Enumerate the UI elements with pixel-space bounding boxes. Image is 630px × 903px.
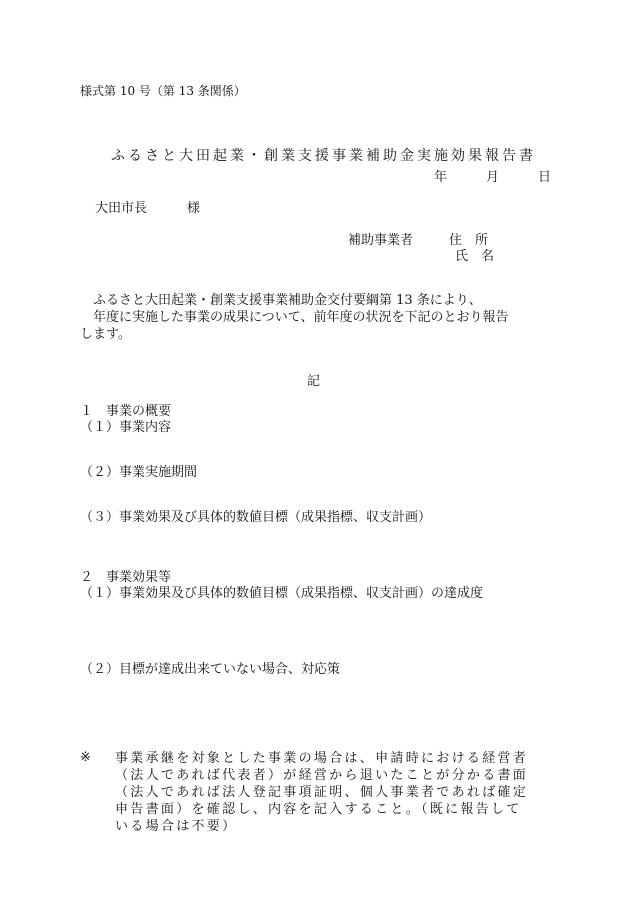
address-label: 住 所: [449, 233, 489, 248]
body-line-1: ふるさと大田起業・創業支援事業補助金交付要綱第 13 条により、: [93, 293, 482, 308]
section-1-1: （１）事業内容: [80, 420, 172, 435]
body-line-3: します。: [80, 327, 131, 342]
note-line-3: （法人であれば法人登記事項証明、個人事業者であれば確定: [115, 785, 529, 800]
date-line: [434, 166, 551, 185]
date-day-label: 日: [538, 170, 552, 185]
name-label: 氏 名: [455, 249, 495, 264]
note-line-5: いる場合は不要）: [115, 819, 238, 834]
ki-heading: 記: [307, 374, 321, 389]
section-2-title: ２ 事業効果等: [80, 570, 172, 585]
note-mark: ※: [80, 750, 91, 765]
report-body: [80, 292, 550, 343]
body-line-2: 年度に実施した事業の成果について、前年度の状況を下記のとおり報告: [93, 310, 509, 325]
addressee-name: 大田市長: [95, 201, 148, 216]
note-text: [115, 750, 550, 835]
section-2-2: （２）目標が達成出来ていない場合、対応策: [80, 662, 341, 677]
section-1-2: （２）事業実施期間: [80, 465, 198, 480]
note-line-1: 事業承継を対象とした事業の場合は、申請時における経営者: [115, 751, 529, 766]
section-2-1: （１）事業効果及び具体的数値目標（成果指標、収支計画）の達成度: [80, 586, 484, 601]
note-line-4: 申告書面）を確認し、内容を記入すること。（既に報告して: [115, 802, 522, 817]
applicant-label: 補助事業者: [348, 233, 414, 248]
note-line-2: （法人であれば代表者）が経営から退いたことが分かる書面: [115, 768, 529, 783]
page-title: ふるさと大田起業・創業支援事業補助金実施効果報告書: [111, 148, 536, 164]
section-1-3: （３）事業効果及び具体的数値目標（成果指標、収支計画）: [80, 510, 432, 525]
section-1-title: １ 事業の概要: [80, 404, 172, 419]
form-number: 様式第 10 号（第 13 条関係）: [80, 84, 246, 98]
addressee: [95, 197, 200, 216]
date-month-label: 月: [486, 170, 500, 185]
date-year-label: 年: [434, 170, 448, 185]
addressee-honorific: 様: [187, 201, 201, 216]
